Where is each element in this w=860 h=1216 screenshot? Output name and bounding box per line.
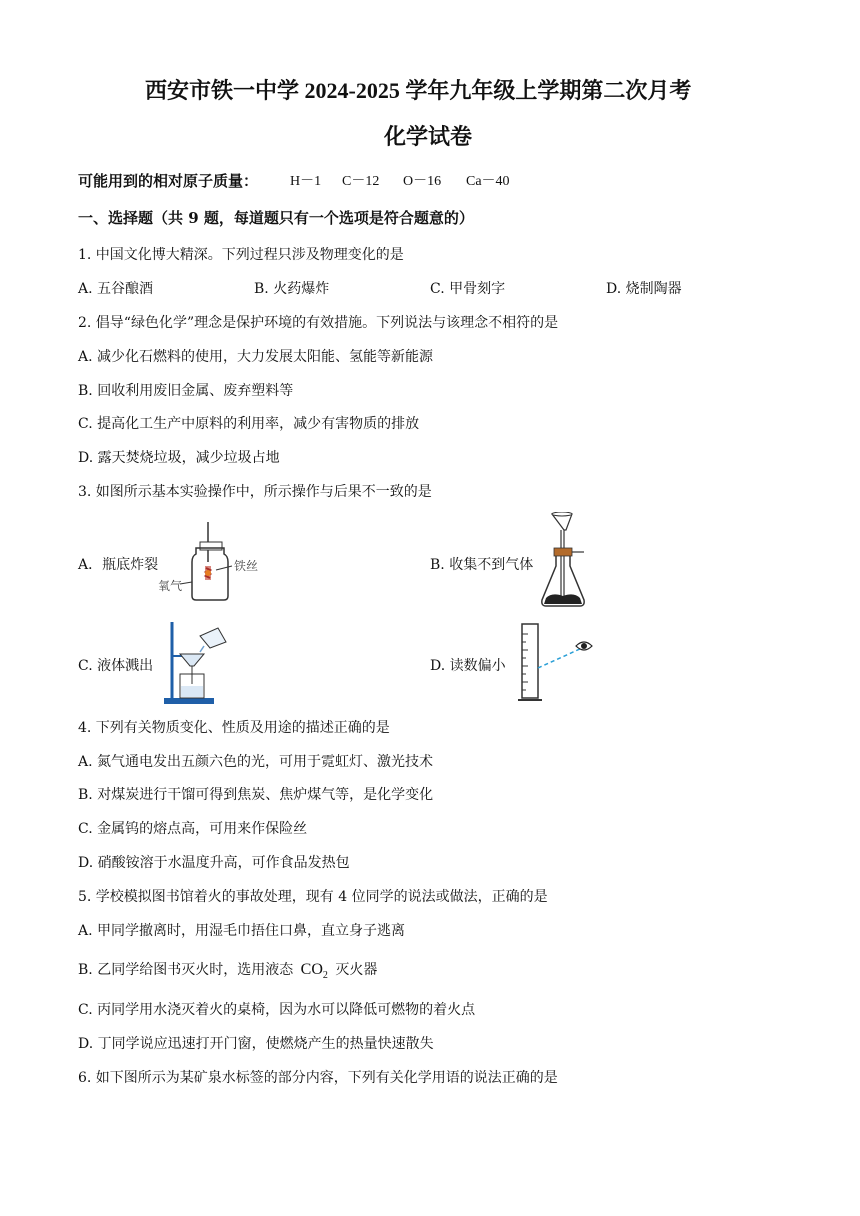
atomic-mass-o: O－16 — [403, 174, 442, 189]
filtration-figure — [160, 618, 230, 708]
co2-formula: $CO_2$ — [300, 961, 328, 982]
question-3-option-a: A．瓶底炸裂 — [78, 557, 159, 573]
atomic-mass-c: C－12 — [342, 174, 380, 189]
question-1-option-a: A. 五谷酿酒 — [78, 281, 154, 297]
question-1-option-c: C. 甲骨刻字 — [430, 281, 506, 297]
question-3-stem: 3. 如图所示基本实验操作中，所示操作与后果不一致的是 — [78, 484, 432, 500]
question-5-option-c: C. 丙同学用水浇灭着火的桌椅，因为水可以降低可燃物的着火点 — [78, 1002, 476, 1018]
question-1-option-b: B. 火药爆炸 — [254, 281, 330, 297]
section-heading: 一、选择题（共 9 题，每道题只有一个选项是符合题意的） — [78, 209, 474, 227]
question-5-option-b — [78, 959, 377, 981]
question-4-option-a: A. 氮气通电发出五颜六色的光，可用于霓虹灯、激光技术 — [78, 754, 434, 770]
question-2-option-c: C. 提高化工生产中原料的利用率，减少有害物质的排放 — [78, 416, 420, 432]
question-2-option-b: B. 回收利用废旧金属、废弃塑料等 — [78, 383, 294, 399]
iron-wire-combustion-figure — [158, 522, 273, 602]
question-3-option-d: D. 读数偏小 — [430, 658, 506, 674]
atomic-mass-h: H－1 — [290, 174, 322, 189]
graduated-cylinder-figure — [516, 620, 596, 704]
question-1-stem: 1. 中国文化博大精深。下列过程只涉及物理变化的是 — [78, 247, 404, 263]
question-4-option-d: D. 硝酸铵溶于水温度升高，可作食品发热包 — [78, 855, 350, 871]
question-1-option-d: D. 烧制陶器 — [606, 281, 682, 297]
question-2-stem: 2. 倡导“绿色化学”理念是保护环境的有效措施。下列说法与该理念不相符的是 — [78, 315, 559, 331]
question-3-option-b: B. 收集不到气体 — [430, 557, 534, 573]
atomic-mass-ca: Ca－40 — [466, 174, 510, 189]
atomic-mass-label: 可能用到的相对原子质量： — [78, 172, 259, 190]
page-subtitle: 化学试卷 — [384, 124, 473, 149]
question-4-option-c: C. 金属钨的熔点高，可用来作保险丝 — [78, 821, 308, 837]
question-5-stem: 5. 学校模拟图书馆着火的事故处理，现有 4 位同学的说法或做法，正确的是 — [78, 889, 548, 905]
gas-collection-flask-figure — [538, 512, 588, 610]
page-title: 西安市铁一中学 2024-2025 学年九年级上学期第二次月考 — [145, 78, 692, 103]
question-6-stem: 6. 如下图所示为某矿泉水标签的部分内容，下列有关化学用语的说法正确的是 — [78, 1070, 558, 1086]
question-4-stem: 4. 下列有关物质变化、性质及用途的描述正确的是 — [78, 720, 390, 736]
option-b-text: B. 乙同学给图书灭火时，选用液态 — [78, 962, 294, 978]
question-3-option-c: C. 液体溅出 — [78, 658, 154, 674]
question-4-option-b: B. 对煤炭进行干馏可得到焦炭、焦炉煤气等，是化学变化 — [78, 787, 434, 803]
question-5-option-d: D. 丁同学说应迅速打开门窗，使燃烧产生的热量快速散失 — [78, 1036, 434, 1052]
wire-label: 铁丝 — [234, 559, 259, 573]
question-2-option-d: D. 露天焚烧垃圾，减少垃圾占地 — [78, 450, 280, 466]
gas-label: 氧气 — [158, 579, 183, 593]
option-b-text-end: 灭火器 — [335, 962, 378, 978]
question-2-option-a: A. 减少化石燃料的使用，大力发展太阳能、氢能等新能源 — [78, 349, 434, 365]
question-5-option-a: A. 甲同学撤离时，用湿毛巾捂住口鼻，直立身子逃离 — [78, 923, 406, 939]
